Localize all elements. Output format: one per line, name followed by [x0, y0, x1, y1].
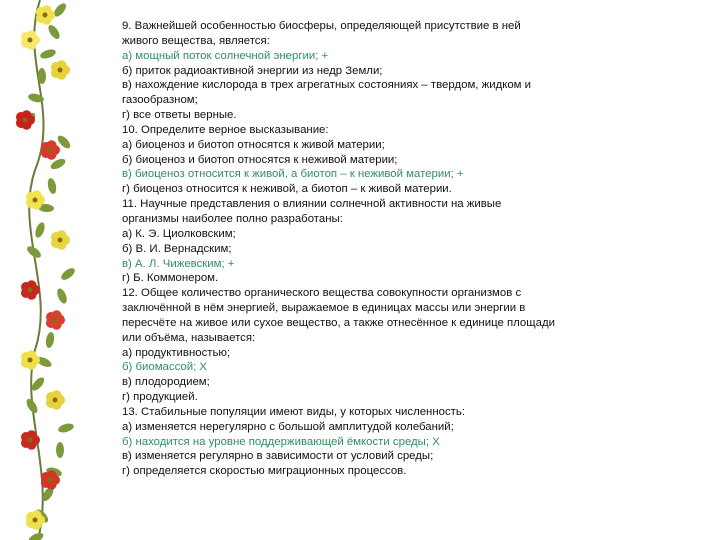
leaf-icon — [57, 422, 75, 434]
text-line: в) изменяется регулярно в зависимости от условий среды; — [122, 450, 434, 463]
flower-icon — [21, 280, 40, 300]
correct-answer-line: а) мощный поток солнечной энергии; + — [122, 49, 329, 62]
leaf-icon — [46, 177, 57, 194]
leaf-icon — [56, 442, 64, 458]
flower-icon — [36, 5, 55, 25]
flower-icon — [51, 230, 70, 250]
flower-icon — [46, 310, 65, 330]
flower-icon — [46, 390, 65, 410]
leaf-icon — [55, 287, 68, 305]
text-line: г) определяется скоростью миграционных процессов. — [122, 465, 407, 478]
flower-icon — [51, 60, 70, 80]
flower-icon — [41, 140, 60, 160]
text-line: организмы наиболее полно разработаны: — [122, 212, 343, 225]
correct-answer-line: в) биоценоз относится к живой, а биотоп – к неживой материи; + — [122, 168, 464, 181]
leaf-icon — [59, 266, 77, 282]
leaf-icon — [39, 48, 57, 61]
text-line: 10. Определите верное высказывание: — [122, 123, 329, 136]
correct-answer-line: в) А. Л. Чижевским; + — [122, 257, 235, 270]
quiz-text — [122, 19, 555, 479]
text-line: 9. Важнейшей особенностью биосферы, определяющей присутствие в ней — [122, 20, 521, 32]
text-line: г) Б. Коммонером. — [122, 272, 219, 285]
text-line: в) нахождение кислорода в трех агрегатных состояниях – твердом, жидком и — [122, 79, 532, 92]
text-line: б) приток радиоактивной энергии из недр Земли; — [122, 64, 383, 77]
text-line: пересчёте на живое или сухое вещество, а также отнесённое к единице площади — [122, 316, 555, 329]
correct-answer-line: б) биомассой; Х — [122, 361, 208, 374]
text-line: в) плодородием; — [122, 376, 210, 389]
correct-answer-line: б) находится на уровне поддерживающей ёмкости среды; Х — [122, 435, 440, 448]
text-line: или объёма, называется: — [122, 331, 256, 344]
leaf-icon — [45, 331, 56, 348]
text-line: 11. Научные представления о влиянии солнечной активности на живые — [122, 198, 502, 211]
text-line: г) все ответы верные. — [122, 109, 237, 122]
flower-border-decoration — [0, 0, 110, 540]
text-line: живого вещества, является: — [122, 34, 270, 47]
text-line: г) биоценоз относится к неживой, а биотоп – к живой материи. — [122, 183, 452, 196]
leaf-icon — [27, 531, 45, 540]
text-line: б) В. И. Вернадским; — [122, 242, 232, 255]
text-line: г) продукцией. — [122, 391, 198, 404]
text-line: а) биоценоз и биотоп относятся к живой материи; — [122, 138, 385, 151]
text-line: а) продуктивностью; — [122, 346, 231, 359]
flower-icon — [21, 30, 40, 50]
text-line: 12. Общее количество органического вещества совокупности организмов с — [122, 287, 522, 300]
text-line: а) К. Э. Циолковским; — [122, 227, 236, 240]
text-line: а) изменяется нерегулярно с большой амплитудой колебаний; — [122, 420, 454, 433]
text-line: 13. Стабильные популяции имеют виды, у которых численность: — [122, 405, 465, 418]
flower-icon — [21, 350, 40, 370]
leaf-icon — [34, 221, 47, 239]
text-line: заключённой в нём энергией, выражаемое в единицах массы или энергии в — [122, 302, 526, 315]
text-line: б) биоценоз и биотоп относятся к неживой материи; — [122, 153, 398, 166]
leaf-icon — [46, 23, 62, 41]
text-line: газообразном; — [122, 94, 198, 107]
